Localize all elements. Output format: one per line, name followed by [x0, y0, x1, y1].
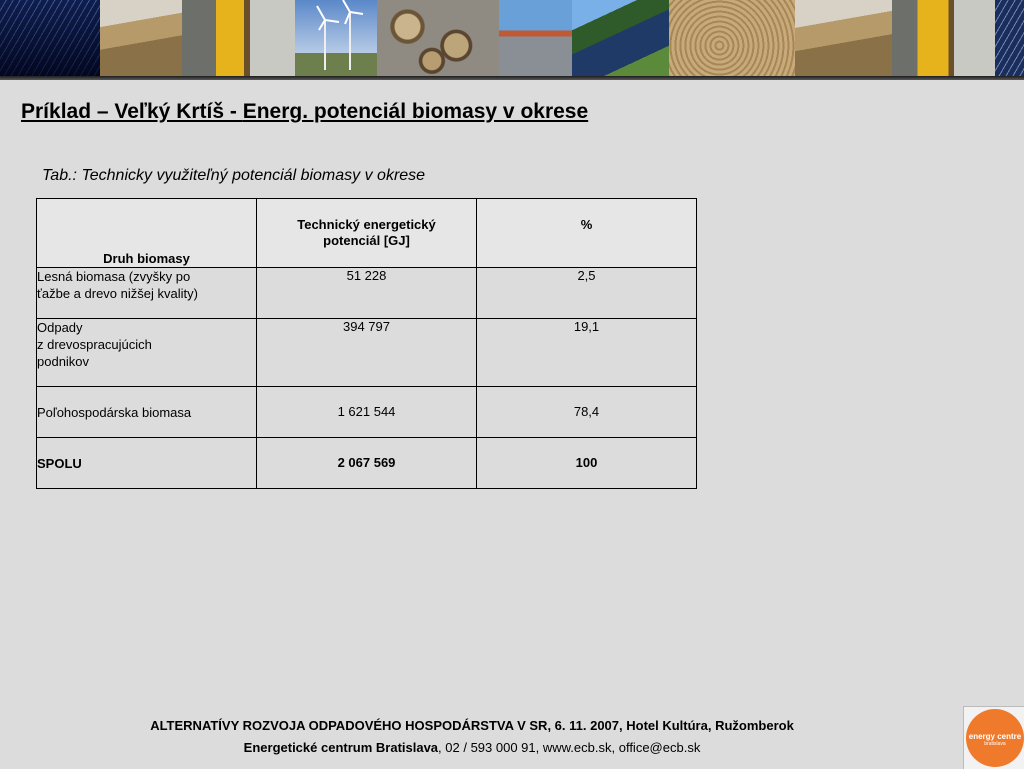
header-biomass-type: Druh biomasy [37, 199, 257, 268]
wood-chips-photo [100, 0, 182, 76]
header-potential-line-2: potenciál [GJ] [323, 233, 410, 248]
row-biomass-type [37, 268, 257, 319]
table-row [37, 319, 697, 387]
title-part-2: Energ. potenciál biomasy v okrese [242, 100, 589, 123]
table-row [37, 387, 697, 438]
biomass-boiler-photo [182, 0, 295, 76]
footer-contact: , 02 / 593 000 91, www.ecb.sk, office@ecb.sk [438, 740, 701, 755]
row-name-line-2: z drevospracujúcich [37, 337, 152, 352]
footer-organization: Energetické centrum Bratislava [243, 740, 439, 755]
row-percent: 2,5 [477, 268, 697, 319]
header-percent: % [477, 199, 697, 268]
solar-roof-photo [572, 0, 669, 76]
row-biomass-type: Poľohospodárska biomasa [37, 387, 257, 438]
row-name-line-1: Lesná biomasa (zvyšky po [37, 269, 191, 284]
biomass-potential-table [36, 198, 697, 489]
photo-banner [0, 0, 1024, 76]
energy-centre-logo [966, 709, 1024, 767]
total-label: SPOLU [37, 438, 257, 489]
row-energy-potential: 394 797 [257, 319, 477, 387]
footer-event-line: ALTERNATÍVY ROZVOJA ODPADOVÉHO HOSPODÁRSTVA V SR, 6. 11. 2007, Hotel Kultúra, Ružomberok [150, 718, 794, 733]
header-energy-potential [257, 199, 477, 268]
total-energy-potential: 2 067 569 [257, 438, 477, 489]
row-name-line-1: Odpady [37, 320, 83, 335]
logo-container [963, 706, 1024, 769]
logo-text: energy centre [968, 732, 1022, 741]
row-percent: 78,4 [477, 387, 697, 438]
solar-panels-photo [995, 0, 1024, 76]
biogas-plant-photo [499, 0, 572, 76]
pellets-photo [669, 0, 795, 76]
row-energy-potential: 51 228 [257, 268, 477, 319]
solar-panels-photo [0, 0, 100, 76]
footer-contact-line [0, 740, 944, 755]
total-percent: 100 [477, 438, 697, 489]
header-divider [0, 76, 1024, 80]
wood-chips-photo [795, 0, 892, 76]
row-name-line-2: ťažbe a drevo nižšej kvality) [37, 286, 198, 301]
title-part-1: Príklad – Veľký Krtíš - [21, 100, 243, 123]
row-energy-potential: 1 621 544 [257, 387, 477, 438]
table-total-row [37, 438, 697, 489]
wind-turbines-photo [295, 0, 377, 76]
table-header-row [37, 199, 697, 268]
logo-subtext: bratislava [984, 741, 1006, 747]
table-row [37, 268, 697, 319]
biomass-boiler-photo [892, 0, 995, 76]
row-biomass-type [37, 319, 257, 387]
header-potential-line-1: Technický energetický [297, 217, 436, 232]
logs-photo [377, 0, 499, 76]
table-caption: Tab.: Technicky využiteľný potenciál biomasy v okrese [42, 167, 426, 184]
row-percent: 19,1 [477, 319, 697, 387]
row-name-line-3: podnikov [37, 354, 90, 369]
page-title [21, 100, 588, 124]
